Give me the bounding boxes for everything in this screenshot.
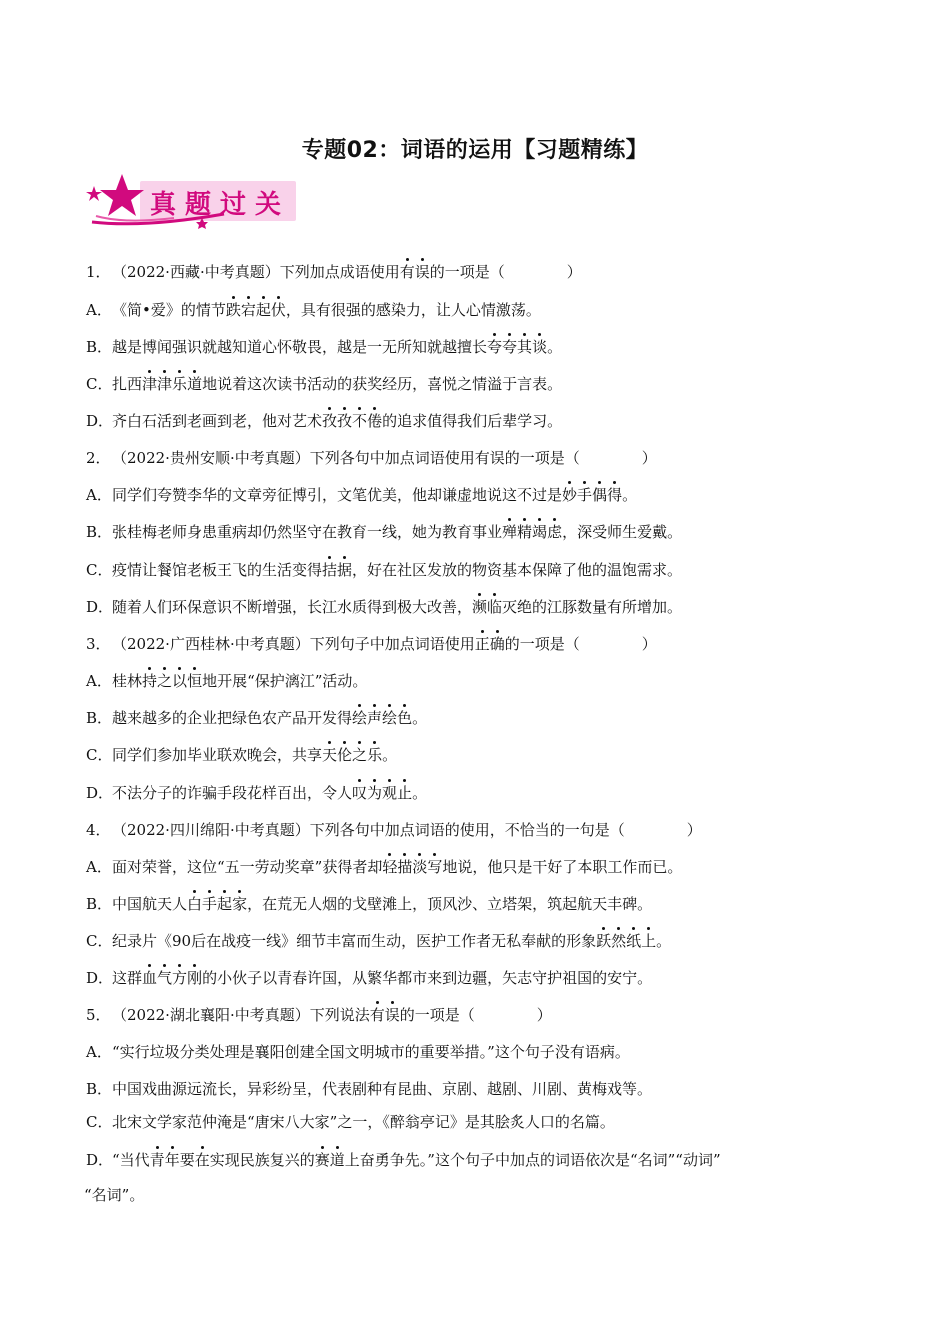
option-2b: B．张桂梅老师身患重病却仍然坚守在教育一线，她为教育事业殚精竭虑，深受师生爱戴。 — [86, 523, 683, 541]
emphasis-char: 津 — [142, 375, 158, 393]
emphasis-char: 青 — [149, 1151, 165, 1169]
emphasis-char: 方 — [172, 969, 188, 987]
option-3c: C．同学们参加毕业联欢晚会，共享天伦之乐。 — [86, 746, 398, 764]
option-1b: B．越是博闻强识就越知道心怀敬畏，越是一无所知就越擅长夸夸其谈。 — [86, 338, 563, 356]
emphasis-char: 道 — [329, 1151, 345, 1169]
emphasis-char: 津 — [157, 375, 173, 393]
emphasis-char: 观 — [382, 784, 398, 802]
emphasis-char: 写 — [427, 858, 443, 876]
emphasis-char: 乐 — [367, 746, 383, 764]
emphasis-char: 精 — [517, 523, 533, 541]
banner-label: 真题过关 — [150, 190, 291, 220]
emphasis-char: 描 — [397, 858, 413, 876]
emphasis-char: 起 — [217, 895, 233, 913]
emphasis-char: 夸 — [487, 338, 503, 356]
option-5a: A．“实行垃圾分类处理是襄阳创建全国文明城市的重要举措。”这个句子没有语病。 — [86, 1043, 630, 1061]
emphasis-char: 为 — [367, 784, 383, 802]
question-3-stem: 3．（2022·广西桂林·中考真题）下列句子中加点词语使用正确的一项是（ ） — [86, 635, 657, 653]
emphasis-char: 纸 — [626, 932, 642, 950]
emphasis-char: 有 — [369, 1006, 385, 1024]
emphasis-char: 乐 — [172, 375, 188, 393]
emphasis-char: 道 — [187, 375, 203, 393]
emphasis-char: 赛 — [314, 1151, 330, 1169]
emphasis-char: 跃 — [596, 932, 612, 950]
emphasis-char: 起 — [255, 301, 271, 319]
emphasis-char: 恒 — [187, 672, 203, 690]
emphasis-char: 跌 — [225, 301, 241, 319]
emphasis-char: 拮 — [322, 561, 338, 579]
option-5d-continued: “名词”。 — [84, 1186, 145, 1204]
emphasis-char: 声 — [367, 709, 383, 727]
emphasis-char: 孜 — [322, 412, 338, 430]
emphasis-char: 据 — [337, 561, 353, 579]
emphasis-char: 确 — [489, 635, 505, 653]
option-2c: C．疫情让餐馆老板王飞的生活变得拮据，好在社区发放的物资基本保障了他的温饱需求。 — [86, 561, 683, 579]
emphasis-char: 虑 — [547, 523, 563, 541]
section-banner — [84, 170, 300, 232]
emphasis-char: 有 — [399, 263, 415, 281]
emphasis-char: 上 — [641, 932, 657, 950]
emphasis-char: 白 — [187, 895, 203, 913]
question-2-stem: 2．（2022·贵州安顺·中考真题）下列各句中加点词语使用有误的一项是（ ） — [86, 449, 657, 467]
option-5b: B．中国戏曲源远流长，异彩纷呈，代表剧种有昆曲、京剧、越剧、川剧、黄梅戏等。 — [86, 1080, 653, 1098]
emphasis-char: 伏 — [270, 301, 286, 319]
option-4c: C．纪录片《90后在战疫一线》细节丰富而生动，医护工作者无私奉献的形象跃然纸上。 — [86, 932, 672, 950]
emphasis-text — [400, 263, 430, 281]
page-title: 专题02：词语的运用【习题精练】 — [301, 138, 649, 163]
emphasis-char: 竭 — [532, 523, 548, 541]
emphasis-char: 叹 — [352, 784, 368, 802]
emphasis-char: 殚 — [502, 523, 518, 541]
question-1-stem: 1．（2022·西藏·中考真题）下列加点成语使用有误的一项是（ ） — [86, 263, 582, 281]
option-1a: A．《简•爱》的情节跌宕起伏，具有很强的感染力，让人心情激荡。 — [86, 301, 541, 319]
emphasis-char: 之 — [157, 672, 173, 690]
emphasis-char: 然 — [611, 932, 627, 950]
option-2d: D．随着人们环保意识不断增强，长江水质得到极大改善，濒临灭绝的江豚数量有所增加。 — [86, 598, 683, 616]
emphasis-char: 正 — [474, 635, 490, 653]
emphasis-char: 家 — [232, 895, 248, 913]
emphasis-char: 临 — [487, 598, 503, 616]
emphasis-char: 持 — [142, 672, 158, 690]
emphasis-char: 以 — [172, 672, 188, 690]
emphasis-char: 濒 — [472, 598, 488, 616]
emphasis-char: 偶 — [592, 486, 608, 504]
emphasis-char: 刚 — [187, 969, 203, 987]
emphasis-char: 轻 — [382, 858, 398, 876]
emphasis-char: 绘 — [352, 709, 368, 727]
option-4a: A．面对荣誉，这位“五一劳动奖章”获得者却轻描淡写地说，他只是干好了本职工作而已。 — [86, 858, 683, 876]
emphasis-char: 妙 — [562, 486, 578, 504]
emphasis-char: 色 — [397, 709, 413, 727]
question-5-stem: 5．（2022·湖北襄阳·中考真题）下列说法有误的一项是（ ） — [86, 1006, 552, 1024]
emphasis-char: 绘 — [382, 709, 398, 727]
emphasis-char: 其 — [517, 338, 533, 356]
emphasis-char: 夸 — [502, 338, 518, 356]
emphasis-char: 手 — [577, 486, 593, 504]
emphasis-char: 伦 — [337, 746, 353, 764]
emphasis-char: 气 — [157, 969, 173, 987]
emphasis-char: 淡 — [412, 858, 428, 876]
option-3a: A．桂林持之以恒地开展“保护漓江”活动。 — [86, 672, 368, 690]
option-5d: D．“当代青年要在实现民族复兴的赛道上奋勇争先。”这个句子中加点的词语依次是“名词”“动词” — [86, 1151, 721, 1169]
option-1c: C．扎西津津乐道地说着这次读书活动的获奖经历，喜悦之情溢于言表。 — [86, 375, 563, 393]
emphasis-char: 倦 — [367, 412, 383, 430]
emphasis-char: 谈 — [532, 338, 548, 356]
emphasis-char: 不 — [352, 412, 368, 430]
option-1d: D．齐白石活到老画到老，他对艺术孜孜不倦的追求值得我们后辈学习。 — [86, 412, 563, 430]
emphasis-char: 在 — [194, 1151, 210, 1169]
emphasis-char: 止 — [397, 784, 413, 802]
emphasis-char: 天 — [322, 746, 338, 764]
option-5c: C．北宋文学家范仲淹是“唐宋八大家”之一，《醉翁亭记》是其脍炙人口的名篇。 — [86, 1113, 615, 1131]
question-4-stem: 4．（2022·四川绵阳·中考真题）下列各句中加点词语的使用，不恰当的一句是（ ） — [86, 821, 702, 839]
option-4b: B．中国航天人白手起家，在荒无人烟的戈壁滩上，顶风沙、立塔架，筑起航天丰碑。 — [86, 895, 653, 913]
emphasis-char: 宕 — [240, 301, 256, 319]
emphasis-char: 孜 — [337, 412, 353, 430]
option-4d: D．这群血气方刚的小伙子以青春许国，从繁华都市来到边疆，矢志守护祖国的安宁。 — [86, 969, 653, 987]
option-2a: A．同学们夸赞李华的文章旁征博引，文笔优美，他却谦虚地说这不过是妙手偶得。 — [86, 486, 638, 504]
emphasis-char: 之 — [352, 746, 368, 764]
emphasis-char: 得 — [607, 486, 623, 504]
option-3d: D．不法分子的诈骗手段花样百出，令人叹为观止。 — [86, 784, 428, 802]
emphasis-char: 年 — [164, 1151, 180, 1169]
emphasis-char: 误 — [414, 263, 430, 281]
emphasis-char: 误 — [384, 1006, 400, 1024]
emphasis-char: 手 — [202, 895, 218, 913]
emphasis-char: 血 — [142, 969, 158, 987]
option-3b: B．越来越多的企业把绿色农产品开发得绘声绘色。 — [86, 709, 428, 727]
